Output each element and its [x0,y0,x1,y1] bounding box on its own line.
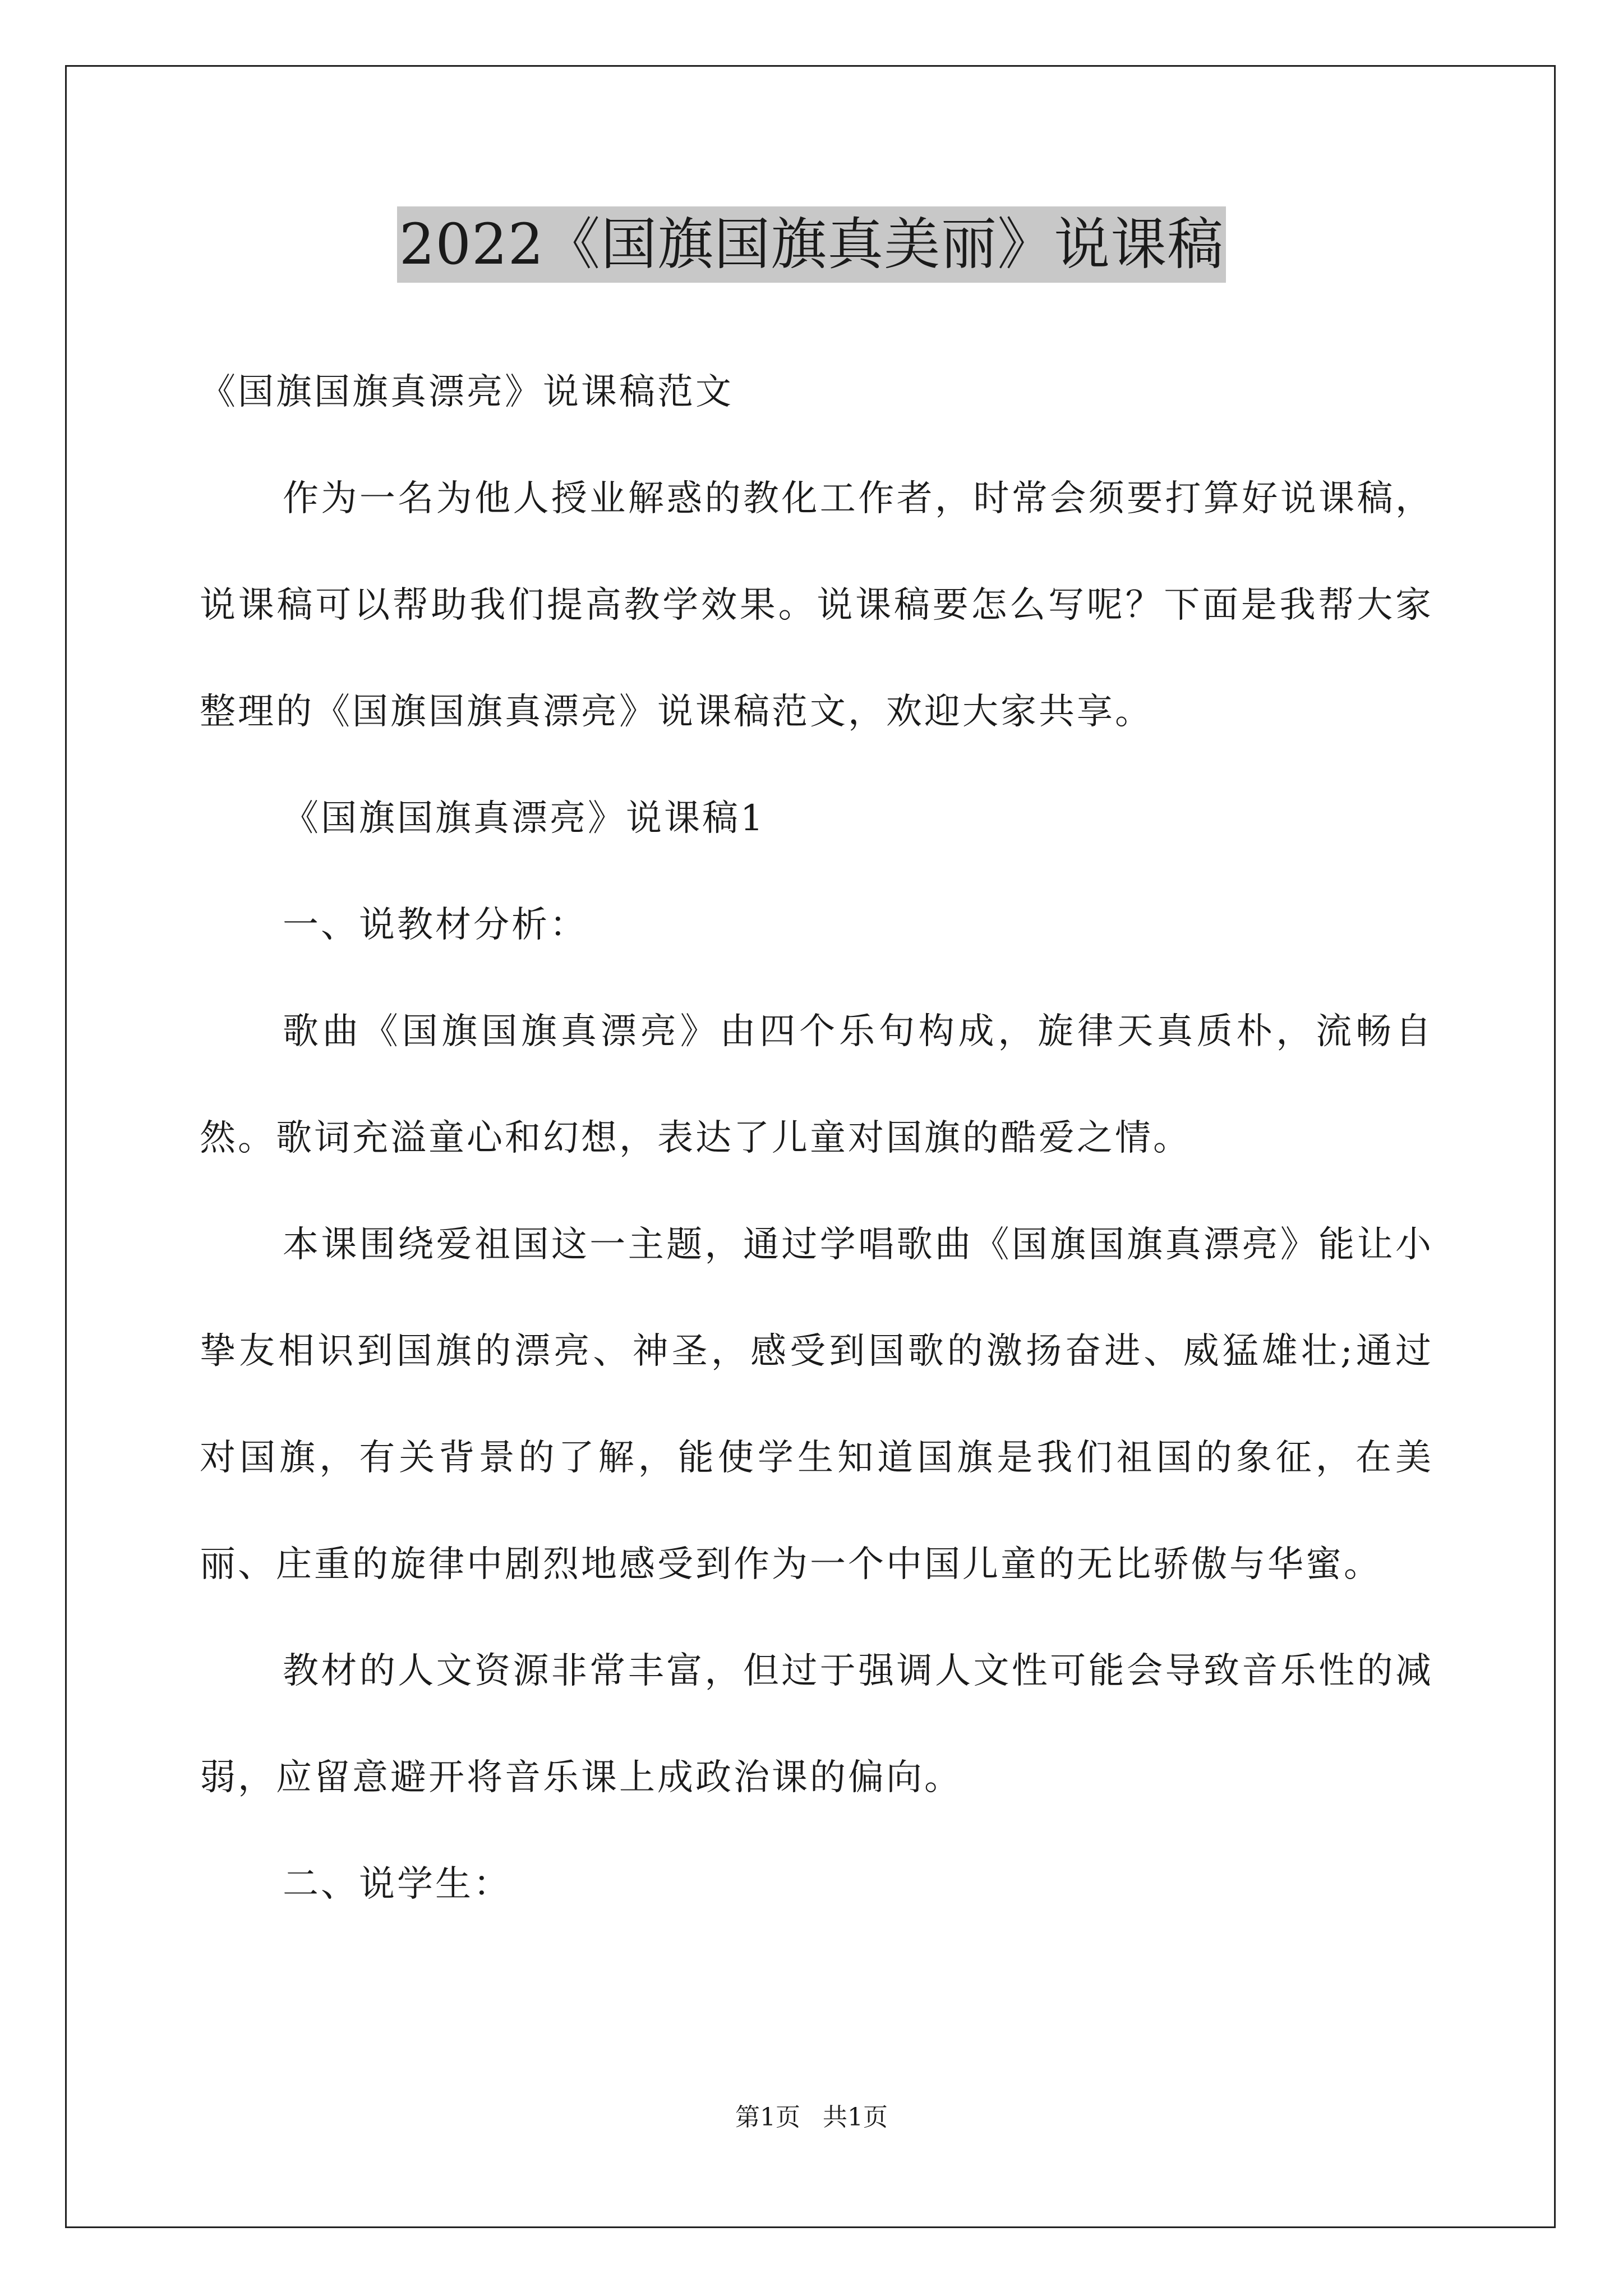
paragraph-section-title: 《国旗国旗真漂亮》说课稿1 [283,798,766,839]
page-footer [0,2101,1623,2134]
paragraph-subtitle: 《国旗国旗真漂亮》说课稿范文 [200,371,734,413]
paragraph-heading-2: 二、说学生： [283,1864,511,1905]
page-total: 共1页 [823,2103,888,2132]
paragraph-theme: 本课围绕爱祖国这一主题，通过学唱歌曲《国旗国旗真漂亮》能让小挚友相识到国旗的漂亮、神圣，感受到国歌的激扬奋进、威猛雄壮;通过对国旗，有关背景的了解，能使学生知道国旗是我们祖国的象征，在美丽、庄重的旋律中剧烈地感受到作为一个中国儿童的无比骄傲与华蜜。 [200,1224,1433,1585]
page-number: 第1页 [735,2103,800,2132]
paragraph-intro: 作为一名为他人授业解惑的教化工作者，时常会须要打算好说课稿，说课稿可以帮助我们提高教学效果。说课稿要怎么写呢？下面是我帮大家整理的《国旗国旗真漂亮》说课稿范文，欢迎大家共享。 [200,478,1433,733]
paragraph-heading-1: 一、说教材分析： [283,904,588,946]
document-body [200,339,1433,1938]
document-title: 2022《国旗国旗真美丽》说课稿 [397,206,1227,283]
paragraph-song-analysis: 歌曲《国旗国旗真漂亮》由四个乐句构成，旋律天真质朴，流畅自然。歌词充溢童心和幻想，表达了儿童对国旗的酷爱之情。 [200,1011,1433,1159]
paragraph-resources: 教材的人文资源非常丰富，但过于强调人文性可能会导致音乐性的减弱，应留意避开将音乐课上成政治课的偏向。 [200,1650,1433,1798]
title-container [0,206,1623,283]
